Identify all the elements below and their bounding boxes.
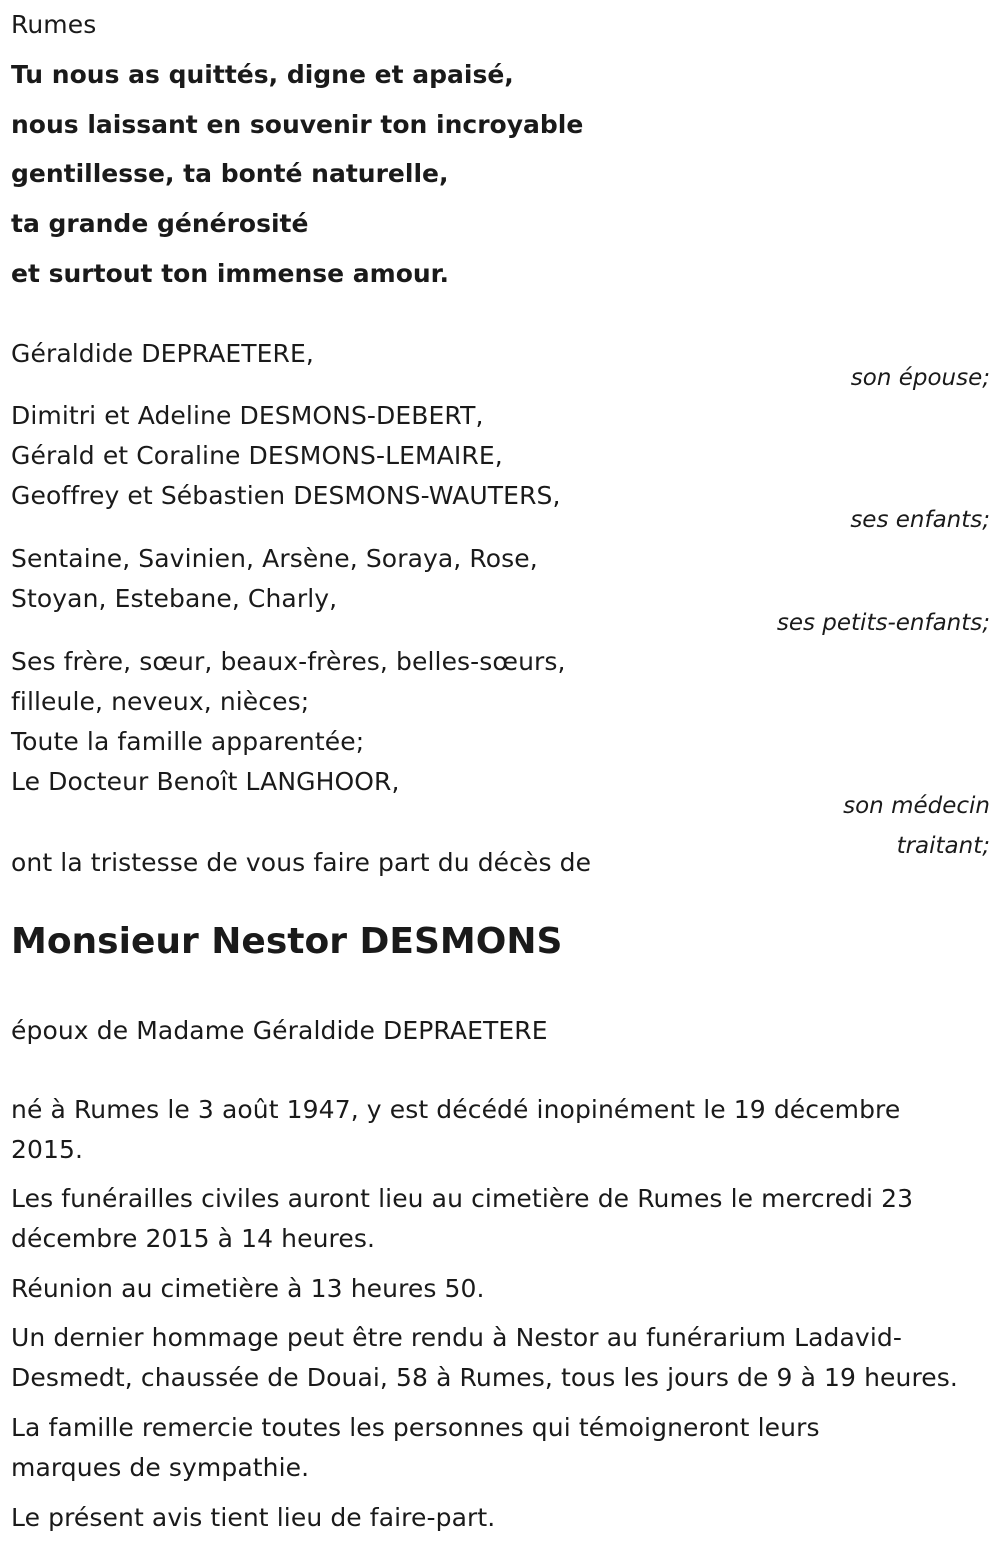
funeral-text: décembre 2015 à 14 heures. xyxy=(11,1224,376,1253)
relatives-entry: filleule, neveux, nièces; xyxy=(11,687,310,716)
announcement-text: ont la tristesse de vous faire part du décès de xyxy=(11,848,592,877)
doctor-entry: Le Docteur Benoît LANGHOOR, xyxy=(11,767,400,796)
birth-death-text: 2015. xyxy=(11,1135,84,1164)
child-entry: Gérald et Coraline DESMONS-LEMAIRE, xyxy=(11,441,503,470)
place-name: Rumes xyxy=(11,10,97,39)
deceased-name: Monsieur Nestor DESMONS xyxy=(11,921,563,962)
grandchildren-role: ses petits-enfants; xyxy=(776,610,990,636)
thanks-text: La famille remercie toutes les personnes qui témoigneront leurs xyxy=(11,1413,820,1442)
children-role: ses enfants; xyxy=(850,507,990,533)
grandchildren-entry: Stoyan, Estebane, Charly, xyxy=(11,584,338,613)
tribute-text: Desmedt, chaussée de Douai, 58 à Rumes, tous les jours de 9 à 19 heures. xyxy=(11,1363,958,1392)
grandchildren-entry: Sentaine, Savinien, Arsène, Soraya, Rose, xyxy=(11,544,538,573)
funeral-text: Les funérailles civiles auront lieu au cimetière de Rumes le mercredi 23 xyxy=(11,1184,914,1213)
doctor-role: traitant; xyxy=(896,833,990,859)
birth-death-text: né à Rumes le 3 août 1947, y est décédé inopinément le 19 décembre xyxy=(11,1095,901,1124)
poem-line: nous laissant en souvenir ton incroyable xyxy=(11,110,584,139)
poem-line: gentillesse, ta bonté naturelle, xyxy=(11,159,449,188)
spouse-of-text: époux de Madame Géraldide DEPRAETERE xyxy=(11,1016,548,1045)
child-entry: Dimitri et Adeline DESMONS-DEBERT, xyxy=(11,401,484,430)
poem-line: Tu nous as quittés, digne et apaisé, xyxy=(11,60,514,89)
notice-text: Le présent avis tient lieu de faire-part. xyxy=(11,1503,496,1532)
poem-line: et surtout ton immense amour. xyxy=(11,259,449,288)
relatives-entry: Toute la famille apparentée; xyxy=(11,727,365,756)
tribute-text: Un dernier hommage peut être rendu à Nestor au funérarium Ladavid- xyxy=(11,1323,902,1352)
poem-line: ta grande générosité xyxy=(11,209,309,238)
child-entry: Geoffrey et Sébastien DESMONS-WAUTERS, xyxy=(11,481,561,510)
gathering-text: Réunion au cimetière à 13 heures 50. xyxy=(11,1274,485,1303)
doctor-role: son médecin xyxy=(843,793,990,819)
thanks-text: marques de sympathie. xyxy=(11,1453,310,1482)
spouse-role: son épouse; xyxy=(850,365,990,391)
spouse-name: Géraldide DEPRAETERE, xyxy=(11,339,314,368)
relatives-entry: Ses frère, sœur, beaux-frères, belles-sœurs, xyxy=(11,647,566,676)
